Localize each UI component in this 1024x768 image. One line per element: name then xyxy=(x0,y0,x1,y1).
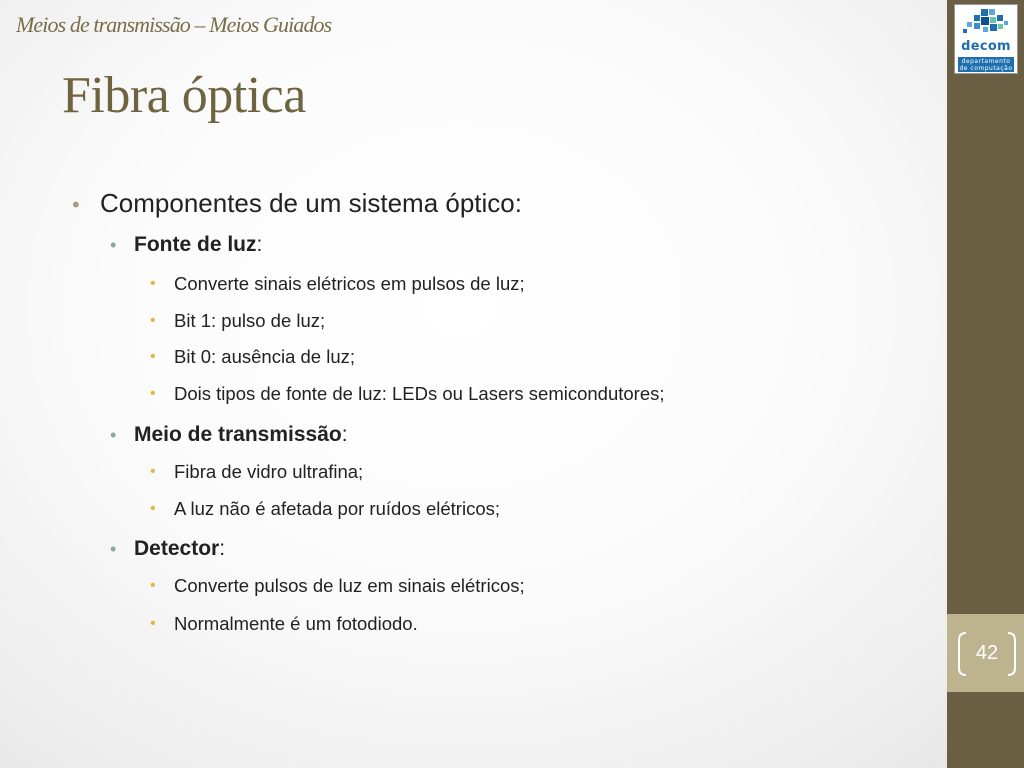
bullet-icon: • xyxy=(150,385,156,402)
bullet-icon: • xyxy=(150,348,156,365)
page-number: 42 xyxy=(975,642,999,664)
logo-word: decom xyxy=(961,39,1011,54)
list-item: Converte sinais elétricos em pulsos de luz; xyxy=(174,273,525,294)
logo-subtitle-line2: de computação xyxy=(959,65,1013,72)
slide-title: Fibra óptica xyxy=(62,67,306,124)
group-heading-suffix: : xyxy=(256,233,263,256)
group-heading-text: Fonte de luz xyxy=(134,233,257,256)
page-number-frame xyxy=(957,632,1017,676)
bullet-icon: • xyxy=(150,275,156,292)
group-heading-suffix: : xyxy=(341,423,348,446)
group-heading-text: Meio de transmissão xyxy=(134,423,342,446)
page-number-box xyxy=(947,614,1024,692)
section-title: Meios de transmissão – Meios Guiados xyxy=(16,12,332,37)
group-heading xyxy=(134,423,348,447)
list-item: Fibra de vidro ultrafina; xyxy=(174,461,364,482)
logo-subtitle xyxy=(958,57,1014,72)
group-heading xyxy=(134,233,262,257)
bullet-icon: • xyxy=(110,235,117,255)
bullet-icon: • xyxy=(110,425,117,445)
list-item: Normalmente é um fotodiodo. xyxy=(174,613,418,634)
bullet-icon: • xyxy=(72,192,80,217)
list-item: Bit 1: pulso de luz; xyxy=(174,310,326,331)
bullet-icon: • xyxy=(110,539,117,559)
intro-text: Componentes de um sistema óptico: xyxy=(100,188,522,218)
group-heading-text: Detector xyxy=(134,537,220,560)
decom-logo xyxy=(954,4,1018,74)
bullet-icon: • xyxy=(150,463,156,480)
logo-squares-icon xyxy=(955,5,1017,39)
bullet-icon: • xyxy=(150,500,156,517)
logo-subtitle-line1: departamento xyxy=(961,58,1011,65)
group-heading xyxy=(134,537,225,561)
bullet-icon: • xyxy=(150,577,156,594)
list-item: A luz não é afetada por ruídos elétricos; xyxy=(174,498,501,519)
list-item: Dois tipos de fonte de luz: LEDs ou Lasers semicondutores; xyxy=(174,383,665,404)
list-item: Bit 0: ausência de luz; xyxy=(174,346,355,367)
list-item: Converte pulsos de luz em sinais elétricos; xyxy=(174,575,525,596)
group-heading-suffix: : xyxy=(219,537,226,560)
bullet-icon: • xyxy=(150,615,156,632)
bullet-icon: • xyxy=(150,312,156,329)
